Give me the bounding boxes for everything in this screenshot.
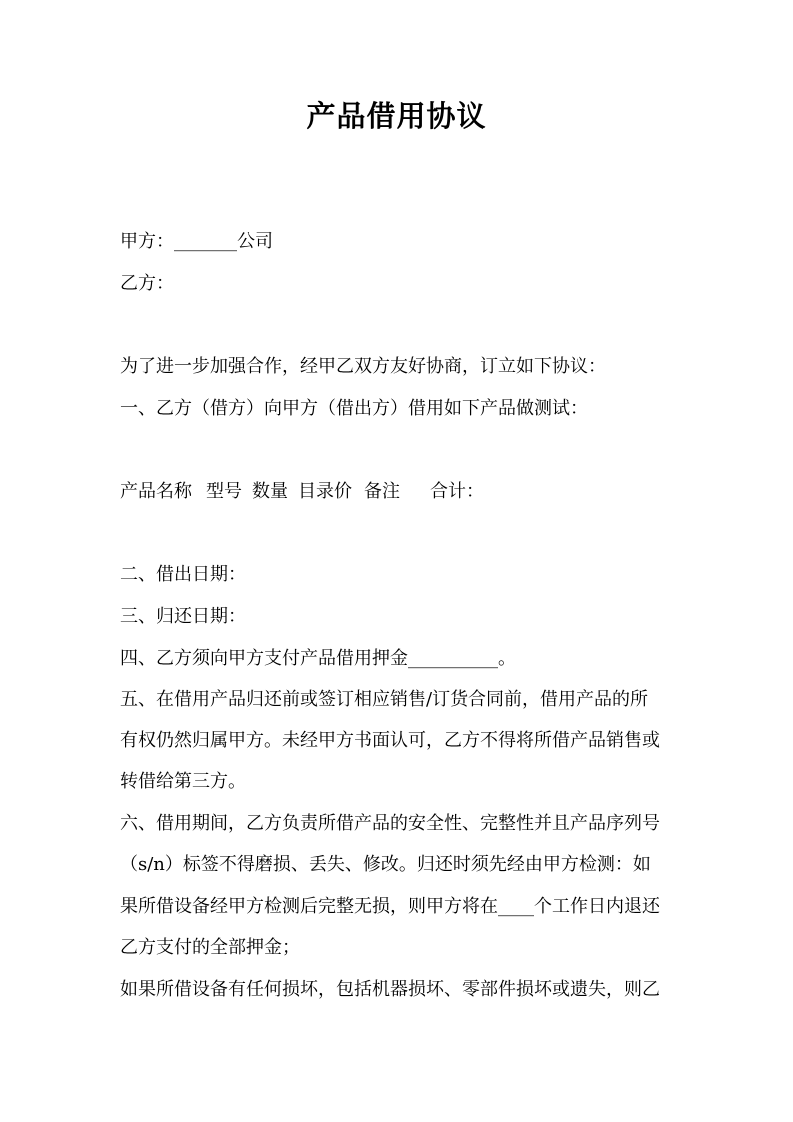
party-a-line: 甲方：_______公司	[120, 231, 273, 252]
column-header-total: 合计：	[430, 481, 484, 502]
column-header-remarks: 备注	[364, 481, 400, 502]
clause-3: 三、归还日期：	[120, 606, 246, 627]
clause-6-line-4: 乙方支付的全部押金；	[120, 937, 300, 958]
clause-5-line-3: 转借给第三方。	[120, 771, 246, 792]
clause-7-line-1: 如果所借设备有任何损坏，包括机器损坏、零部件损坏或遗失，则乙	[120, 979, 660, 1000]
clause-6-line-3: 果所借设备经甲方检测后完整无损，则甲方将在____个工作日内退还	[120, 896, 660, 917]
column-header-quantity: 数量	[252, 481, 288, 502]
column-header-list-price: 目录价	[298, 481, 352, 502]
clause-5-line-2: 有权仍然归属甲方。未经甲方书面认可，乙方不得将所借产品销售或	[120, 730, 660, 751]
clause-5-line-1: 五、在借用产品归还前或签订相应销售/订货合同前，借用产品的所	[120, 689, 649, 710]
clause-4: 四、乙方须向甲方支付产品借用押金__________。	[120, 648, 516, 669]
clause-2: 二、借出日期：	[120, 564, 246, 585]
column-header-product-name: 产品名称	[120, 481, 192, 502]
party-b-line: 乙方：	[120, 273, 174, 294]
clause-1: 一、乙方（借方）向甲方（借出方）借用如下产品做测试：	[120, 398, 588, 419]
document-title: 产品借用协议	[306, 99, 487, 133]
column-header-model: 型号	[206, 481, 242, 502]
intro-paragraph: 为了进一步加强合作，经甲乙双方友好协商，订立如下协议：	[120, 356, 606, 377]
clause-6-line-1: 六、借用期间，乙方负责所借产品的安全性、完整性并且产品序列号	[120, 813, 660, 834]
clause-6-line-2: （s/n）标签不得磨损、丢失、修改。归还时须先经由甲方检测：如	[120, 854, 651, 875]
